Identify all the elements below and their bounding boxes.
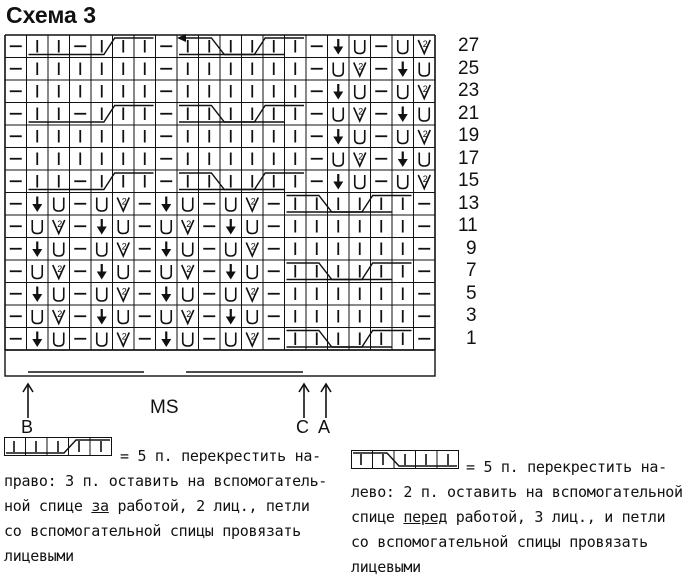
chart-cell bbox=[226, 243, 236, 257]
chart-cell bbox=[226, 288, 236, 302]
svg-text:2: 2 bbox=[186, 264, 192, 274]
chart-cell bbox=[182, 219, 194, 234]
chart-cell bbox=[333, 129, 343, 145]
legend-right-cross-line-2: право: 3 п. оставить на вспомогатель- bbox=[4, 472, 328, 490]
chart-cell bbox=[117, 197, 129, 212]
chart-cell bbox=[183, 333, 193, 347]
legend-right-cross-line-3: ной спице за работой, 2 лиц., петли bbox=[4, 497, 310, 515]
chart-cell bbox=[97, 243, 107, 257]
chart-cell bbox=[333, 174, 343, 190]
chart-cell bbox=[161, 197, 171, 213]
chart-cell bbox=[354, 152, 366, 167]
chart-cell bbox=[333, 153, 343, 167]
chart-cell bbox=[246, 242, 258, 257]
legend-right-cross-line-5: лицевыми bbox=[4, 547, 74, 565]
row-label: 1 bbox=[466, 327, 477, 349]
row-label: 7 bbox=[466, 260, 477, 281]
chart-cell bbox=[398, 130, 408, 144]
row-label: 27 bbox=[458, 35, 480, 56]
row-label: 13 bbox=[458, 192, 480, 214]
legend-left-cross-line-2: лево: 2 п. оставить на вспомогательной bbox=[351, 483, 683, 501]
row-label: 9 bbox=[466, 237, 477, 259]
chart-cell bbox=[54, 333, 64, 347]
chart-cell bbox=[333, 84, 343, 100]
row-label: 11 bbox=[458, 215, 478, 236]
svg-text:2: 2 bbox=[358, 61, 364, 72]
chart-cell bbox=[32, 220, 42, 234]
chart-cell bbox=[418, 174, 430, 189]
svg-text:2: 2 bbox=[121, 331, 127, 342]
chart-cell bbox=[32, 332, 42, 348]
svg-text:2: 2 bbox=[250, 241, 256, 252]
chart-cell bbox=[54, 288, 64, 302]
marker-a: A bbox=[318, 417, 331, 437]
legend-right-cross-eq: = 5 п. перекрестить на- bbox=[120, 447, 321, 465]
svg-text:2: 2 bbox=[422, 84, 428, 94]
chart-cell bbox=[97, 333, 107, 347]
marker-c: C bbox=[296, 417, 309, 437]
chart-cell bbox=[418, 84, 430, 99]
row-label: 25 bbox=[458, 57, 480, 79]
left-cross-line bbox=[179, 38, 285, 55]
chart-cell bbox=[118, 265, 128, 279]
chart-cell bbox=[32, 197, 42, 213]
chart-cell bbox=[398, 40, 408, 54]
legend-left-cross-line-5: лицевыми bbox=[351, 558, 421, 576]
chart-cell bbox=[161, 332, 171, 348]
chart-cell bbox=[54, 243, 64, 257]
chart-cell bbox=[246, 332, 258, 347]
chart-cell bbox=[226, 198, 236, 212]
chart-cell bbox=[418, 129, 430, 144]
svg-text:2: 2 bbox=[422, 174, 428, 184]
svg-text:2: 2 bbox=[186, 309, 192, 319]
row-label: 3 bbox=[466, 305, 477, 326]
chart-cell bbox=[97, 264, 107, 280]
left-cross-line bbox=[287, 331, 393, 348]
row-label: 5 bbox=[466, 282, 477, 304]
chart-cell bbox=[97, 288, 107, 302]
left-cross-line bbox=[287, 263, 393, 280]
legend-left-cross-line-3: спице перед работой, 3 лиц., и петли bbox=[351, 508, 666, 526]
chart-cell bbox=[32, 265, 42, 279]
chart-cell bbox=[355, 130, 365, 144]
chart-cell bbox=[97, 198, 107, 212]
svg-text:2: 2 bbox=[422, 129, 428, 139]
row-label: 23 bbox=[458, 80, 480, 101]
chart-cell bbox=[247, 220, 257, 234]
svg-text:2: 2 bbox=[57, 264, 63, 274]
svg-text:2: 2 bbox=[121, 286, 127, 297]
svg-text:2: 2 bbox=[186, 219, 192, 229]
chart-cell bbox=[32, 242, 42, 258]
ms-label: MS bbox=[150, 397, 179, 418]
left-cross-line bbox=[179, 106, 285, 123]
chart-cell bbox=[398, 107, 408, 123]
chart-cell bbox=[398, 152, 408, 168]
chart-cell bbox=[32, 287, 42, 303]
chart-cell bbox=[161, 310, 171, 324]
row-label: 21 bbox=[458, 102, 480, 124]
chart-title: Схема 3 bbox=[6, 2, 97, 28]
svg-text:2: 2 bbox=[422, 39, 428, 49]
chart-cell bbox=[54, 198, 64, 212]
chart-cell bbox=[419, 108, 429, 122]
chart-cell bbox=[398, 175, 408, 189]
left-cross-line bbox=[179, 173, 285, 190]
chart-cell bbox=[118, 310, 128, 324]
chart-cell bbox=[333, 63, 343, 77]
chart-cell bbox=[161, 287, 171, 303]
chart-cell bbox=[161, 265, 171, 279]
legend-left-cross-eq: = 5 п. перекрестить на- bbox=[466, 458, 667, 476]
svg-text:2: 2 bbox=[250, 196, 256, 207]
chart-cell bbox=[161, 220, 171, 234]
svg-text:2: 2 bbox=[57, 309, 63, 319]
marker-b: B bbox=[21, 417, 34, 437]
svg-text:2: 2 bbox=[57, 219, 63, 229]
chart-cell bbox=[398, 62, 408, 78]
chart-cell bbox=[354, 107, 366, 122]
legend-left-cross-symbol bbox=[351, 450, 461, 470]
chart-cell bbox=[226, 333, 236, 347]
chart-cell bbox=[355, 85, 365, 99]
chart-cell bbox=[226, 219, 236, 235]
row-label: 17 bbox=[458, 147, 480, 169]
chart-cell bbox=[161, 242, 171, 258]
chart-cell bbox=[333, 108, 343, 122]
chart-cell bbox=[247, 265, 257, 279]
chart-cell bbox=[53, 309, 65, 324]
chart-cell bbox=[182, 309, 194, 324]
svg-text:2: 2 bbox=[250, 286, 256, 297]
svg-text:2: 2 bbox=[358, 151, 364, 162]
chart-cell bbox=[182, 264, 194, 279]
chart-cell bbox=[117, 287, 129, 302]
chart-cell bbox=[53, 264, 65, 279]
svg-text:2: 2 bbox=[250, 331, 256, 342]
chart-cell bbox=[398, 85, 408, 99]
chart-cell bbox=[355, 175, 365, 189]
svg-text:2: 2 bbox=[358, 106, 364, 117]
chart-cell bbox=[355, 40, 365, 54]
chart-cell bbox=[97, 309, 107, 325]
chart-cell bbox=[32, 310, 42, 324]
left-cross-line bbox=[287, 196, 393, 213]
chart-cell bbox=[183, 288, 193, 302]
chart-cell bbox=[247, 310, 257, 324]
legend-right-cross-line-4: со вспомогательной спицы провязать bbox=[4, 522, 301, 540]
chart-cell bbox=[226, 309, 236, 325]
chart-cell bbox=[97, 219, 107, 235]
chart-cell bbox=[118, 220, 128, 234]
legend-right-cross-symbol bbox=[4, 437, 114, 457]
chart-cell bbox=[183, 198, 193, 212]
chart-cell bbox=[354, 62, 366, 77]
svg-text:2: 2 bbox=[121, 196, 127, 207]
legend-left-cross-line-4: со вспомогательной спицы провязать bbox=[351, 533, 648, 551]
row-label: 15 bbox=[458, 170, 480, 191]
chart-cell bbox=[117, 332, 129, 347]
svg-text:2: 2 bbox=[121, 241, 127, 252]
chart-cell bbox=[333, 39, 343, 55]
chart-cell bbox=[419, 153, 429, 167]
chart-cell bbox=[117, 242, 129, 257]
chart-cell bbox=[419, 63, 429, 77]
chart-cell bbox=[418, 39, 430, 54]
chart-cell bbox=[53, 219, 65, 234]
chart-cell bbox=[246, 197, 258, 212]
chart-cell bbox=[183, 243, 193, 257]
row-label: 19 bbox=[458, 125, 480, 146]
chart-cell bbox=[246, 287, 258, 302]
chart-cell bbox=[226, 264, 236, 280]
